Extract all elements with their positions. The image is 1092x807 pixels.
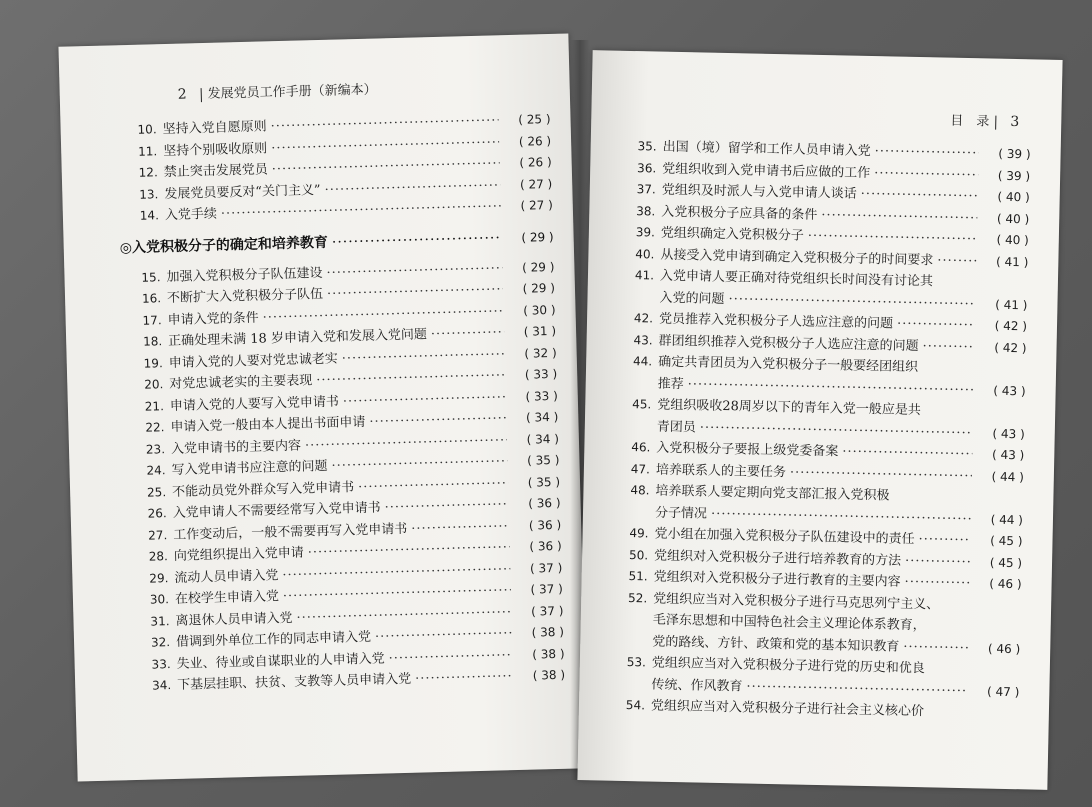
entry-page: ( 26 ) — [519, 154, 552, 170]
entry-number: 45. — [632, 397, 652, 412]
entry-page: ( 31 ) — [523, 323, 557, 339]
entry-number: 12. — [138, 165, 158, 180]
entry-number: 21. — [144, 398, 165, 414]
entry-title: 入党申请人不需要经常写入党申请书 — [172, 500, 381, 521]
entry-number: 29. — [149, 570, 169, 586]
entry-page: ( 41 ) — [995, 254, 1029, 269]
entry-title: 党组织应当对入党积极分子进行马克思列宁主义、 — [653, 591, 940, 613]
entry-title: 青团员 — [656, 419, 696, 435]
entry-number: 10. — [137, 122, 157, 137]
right-header-title: 目 录 — [950, 113, 990, 130]
entry-title: 党组织收到入党申请书后应做的工作 — [662, 161, 871, 181]
leader-dots — [331, 218, 502, 262]
left-toc — [110, 109, 565, 698]
entry-title: 对党忠诚老实的主要表现 — [169, 373, 313, 393]
entry-title: 在校学生申请入党 — [174, 589, 280, 607]
entry-page: ( 44 ) — [990, 512, 1024, 527]
left-header-title: 发展党员工作手册（新编本） — [207, 82, 377, 102]
entry-number: 50. — [628, 547, 649, 562]
entry-title: 党组织吸收28周岁以下的青年入党一般应是共 — [657, 397, 921, 419]
entry-number: 53. — [626, 655, 647, 670]
leader-dots — [874, 141, 978, 165]
entry-title: 党员推荐入党积极分子人选应注意的问题 — [658, 311, 894, 332]
entry-title: 党小组在加强入党积极分子队伍建设中的责任 — [654, 526, 915, 548]
entry-title: 借调到外单位工作的同志申请入党 — [175, 629, 372, 650]
entry-number: 43. — [633, 332, 653, 347]
entry-page: ( 43 ) — [992, 426, 1025, 441]
entry-number: 32. — [150, 635, 171, 650]
entry-title: 培养联系人要定期向党支部汇报入党积极 — [655, 483, 890, 504]
right-running-head — [950, 110, 1027, 131]
entry-title: 离退休人员申请入党 — [175, 610, 293, 629]
entry-number: 15. — [141, 269, 161, 285]
entry-number: 35. — [637, 139, 657, 154]
leader-dots — [922, 336, 974, 359]
entry-number: 13. — [139, 186, 159, 202]
entry-page: ( 34 ) — [526, 431, 560, 447]
entry-number: 31. — [150, 613, 170, 629]
entry-page: ( 40 ) — [997, 189, 1030, 205]
section-title: ◎入党积极分子的确定和培养教育 — [119, 234, 329, 256]
leader-dots — [918, 529, 970, 552]
entry-page: ( 35 ) — [527, 474, 561, 490]
entry-title: 流动人员申请入党 — [174, 567, 279, 586]
entry-number: 51. — [628, 569, 648, 584]
entry-title: 不断扩大入党积极分子队伍 — [166, 286, 324, 307]
entry-number: 44. — [632, 354, 653, 369]
entry-title: 传统、作风教育 — [651, 677, 743, 694]
entry-page: ( 40 ) — [996, 211, 1030, 226]
entry-title: 申请入党一般由本人提出书面申请 — [170, 414, 366, 435]
entry-page: ( 36 ) — [528, 517, 562, 533]
entry-number: 42. — [633, 311, 654, 326]
entry-number: 17. — [142, 312, 162, 328]
entry-title: 正确处理未满 18 岁申请入党和发展入党问题 — [168, 327, 428, 350]
leader-dots — [897, 314, 975, 337]
entry-title: 下基层挂职、扶贫、支教等人员申请入党 — [177, 671, 412, 693]
entry-title: 申请入党的条件 — [167, 310, 259, 328]
entry-page: ( 45 ) — [989, 555, 1023, 570]
entry-number: 46. — [631, 440, 651, 455]
entry-page: ( 33 ) — [524, 366, 558, 382]
entry-title: 毛泽东思想和中国特色社会主义理论体系教育， — [652, 612, 926, 634]
entry-title: 群团组织推荐入党积极分子人选应注意的问题 — [658, 333, 919, 354]
entry-title: 工作变动后，一般不需要再写入党申请书 — [173, 521, 408, 543]
entry-title: 坚持入党自愿原则 — [162, 119, 267, 138]
entry-number: 39. — [635, 225, 656, 240]
entry-title: 入党积极分子要报上级党委备案 — [656, 440, 839, 460]
entry-page: ( 46 ) — [989, 576, 1022, 592]
left-running-head — [169, 78, 376, 102]
entry-title: 推荐 — [657, 376, 684, 392]
entry-page: ( 32 ) — [524, 345, 557, 361]
entry-page: ( 37 ) — [529, 560, 563, 576]
leader-dots — [415, 666, 514, 690]
entry-page: ( 38 ) — [532, 667, 566, 683]
entry-number: 23. — [145, 441, 166, 457]
entry-title: 禁止突击发展党员 — [163, 162, 268, 181]
entry-number: 49. — [629, 526, 649, 541]
entry-number: 33. — [151, 656, 171, 672]
entry-page: ( 36 ) — [529, 538, 562, 554]
entry-number: 19. — [143, 355, 163, 371]
entry-page: ( 44 ) — [991, 469, 1025, 484]
entry-number: 48. — [630, 483, 650, 498]
entry-number: 25. — [146, 484, 167, 500]
left-page-number: 2 — [177, 86, 187, 103]
entry-title: 党的路线、方针、政策和党的基本知识教育 — [652, 634, 900, 655]
header-divider — [201, 88, 202, 102]
right-page — [577, 50, 1062, 790]
entry-page: ( 30 ) — [523, 302, 556, 318]
entry-page: ( 41 ) — [995, 297, 1028, 312]
entry-title: 写入党申请书应注意的问题 — [171, 458, 328, 478]
left-page — [58, 33, 587, 781]
right-page-number: 3 — [1010, 113, 1020, 131]
entry-number: 41. — [634, 268, 655, 283]
entry-title: 坚持个别吸收原则 — [163, 140, 268, 159]
entry-title: 不能动员党外群众写入党申请书 — [171, 479, 355, 500]
entry-title: 加强入党积极分子队伍建设 — [166, 265, 323, 285]
entry-number: 26. — [147, 506, 167, 521]
entry-number: 16. — [141, 291, 162, 306]
entry-page: ( 40 ) — [996, 232, 1029, 248]
entry-number: 36. — [637, 160, 657, 176]
entry-page: ( 29 ) — [521, 259, 555, 275]
entry-number: 27. — [148, 527, 168, 543]
entry-number: 38. — [636, 203, 656, 219]
entry-page: ( 34 ) — [525, 409, 559, 425]
leader-dots — [411, 516, 510, 540]
entry-number: 20. — [144, 377, 164, 392]
right-toc — [599, 136, 1031, 725]
entry-title: 申请入党的人要对党忠诚老实 — [168, 351, 338, 371]
entry-title: 申请入党的人要写入党申请书 — [169, 394, 340, 414]
entry-title: 党组织应当对入党积极分子进行党的历史和优良 — [651, 655, 925, 677]
entry-page: ( 33 ) — [525, 388, 558, 404]
entry-page: ( 27 ) — [519, 176, 553, 192]
entry-number: 54. — [625, 697, 646, 713]
entry-title: 入党申请书的主要内容 — [170, 438, 302, 457]
entry-title: 党组织应当对入党积极分子进行社会主义核心价 — [650, 698, 925, 720]
entry-page: ( 46 ) — [987, 641, 1021, 656]
entry-page: ( 27 ) — [520, 197, 553, 213]
entry-page: ( 38 ) — [531, 624, 565, 640]
leader-dots — [937, 250, 976, 272]
entry-number: 52. — [627, 590, 648, 605]
entry-page: ( 37 ) — [530, 603, 564, 619]
leader-dots — [903, 636, 968, 659]
entry-title: 失业、待业或自谋职业的人申请入党 — [176, 650, 385, 672]
entry-title: 出国（境）留学和工作人员申请入党 — [662, 139, 871, 160]
entry-number: 37. — [636, 182, 656, 197]
entry-title: 从接受入党申请到确定入党积极分子的时间要求 — [660, 247, 934, 268]
entry-page: ( 45 ) — [990, 533, 1023, 549]
entry-title: 向党组织提出入党申请 — [173, 545, 305, 564]
entry-page: ( 29 ) — [522, 280, 556, 296]
entry-page: ( 39 ) — [997, 168, 1031, 183]
entry-title: 党组织对入党积极分子进行教育的主要内容 — [653, 569, 901, 590]
entry-page: ( 43 ) — [991, 447, 1025, 463]
entry-title: 入党的问题 — [659, 290, 725, 307]
leader-dots — [905, 550, 970, 573]
entry-title: 入党手续 — [164, 206, 218, 224]
entry-page: ( 36 ) — [528, 495, 561, 511]
entry-page: ( 38 ) — [532, 646, 565, 662]
entry-number: 22. — [145, 420, 165, 435]
leader-dots — [431, 322, 505, 345]
entry-number: 11. — [137, 143, 158, 159]
entry-page: ( 47 ) — [986, 684, 1020, 699]
entry-number: 14. — [139, 208, 160, 223]
section-page: ( 29 ) — [521, 229, 554, 245]
entry-number: 28. — [148, 549, 169, 564]
entry-page: ( 26 ) — [518, 133, 552, 149]
header-divider — [995, 115, 996, 129]
entry-page: ( 39 ) — [998, 146, 1031, 162]
entry-title: 确定共青团员为入党积极分子一般要经团组织 — [658, 354, 919, 376]
entry-number: 24. — [146, 463, 166, 478]
entry-page: ( 43 ) — [993, 383, 1026, 398]
entry-title: 发展党员要反对“关门主义” — [164, 182, 321, 202]
entry-title: 党组织确定入党积极分子 — [660, 225, 805, 244]
entry-page: ( 25 ) — [518, 111, 551, 127]
entry-title: 分子情况 — [654, 505, 708, 522]
entry-number: 18. — [142, 334, 163, 349]
leader-dots — [842, 441, 972, 465]
entry-title: 入党积极分子应具备的条件 — [661, 204, 818, 223]
entry-title: 党组织及时派人与入党申请人谈话 — [661, 182, 857, 202]
entry-title: 入党申请人要正确对待党组织长时间没有讨论其 — [659, 268, 934, 290]
entry-page: ( 37 ) — [530, 581, 564, 597]
leader-dots — [904, 572, 969, 595]
entry-number: 34. — [151, 678, 172, 693]
entry-number: 30. — [149, 592, 170, 607]
entry-page: ( 42 ) — [994, 318, 1028, 334]
entry-number: 40. — [635, 246, 655, 261]
entry-title: 党组织对入党积极分子进行培养教育的方法 — [653, 548, 902, 569]
entry-title: 培养联系人的主要任务 — [655, 462, 787, 480]
leader-dots — [861, 184, 978, 208]
entry-page: ( 42 ) — [994, 340, 1027, 355]
entry-number: 47. — [630, 461, 651, 476]
leader-dots — [874, 163, 978, 187]
entry-page: ( 35 ) — [527, 452, 560, 468]
